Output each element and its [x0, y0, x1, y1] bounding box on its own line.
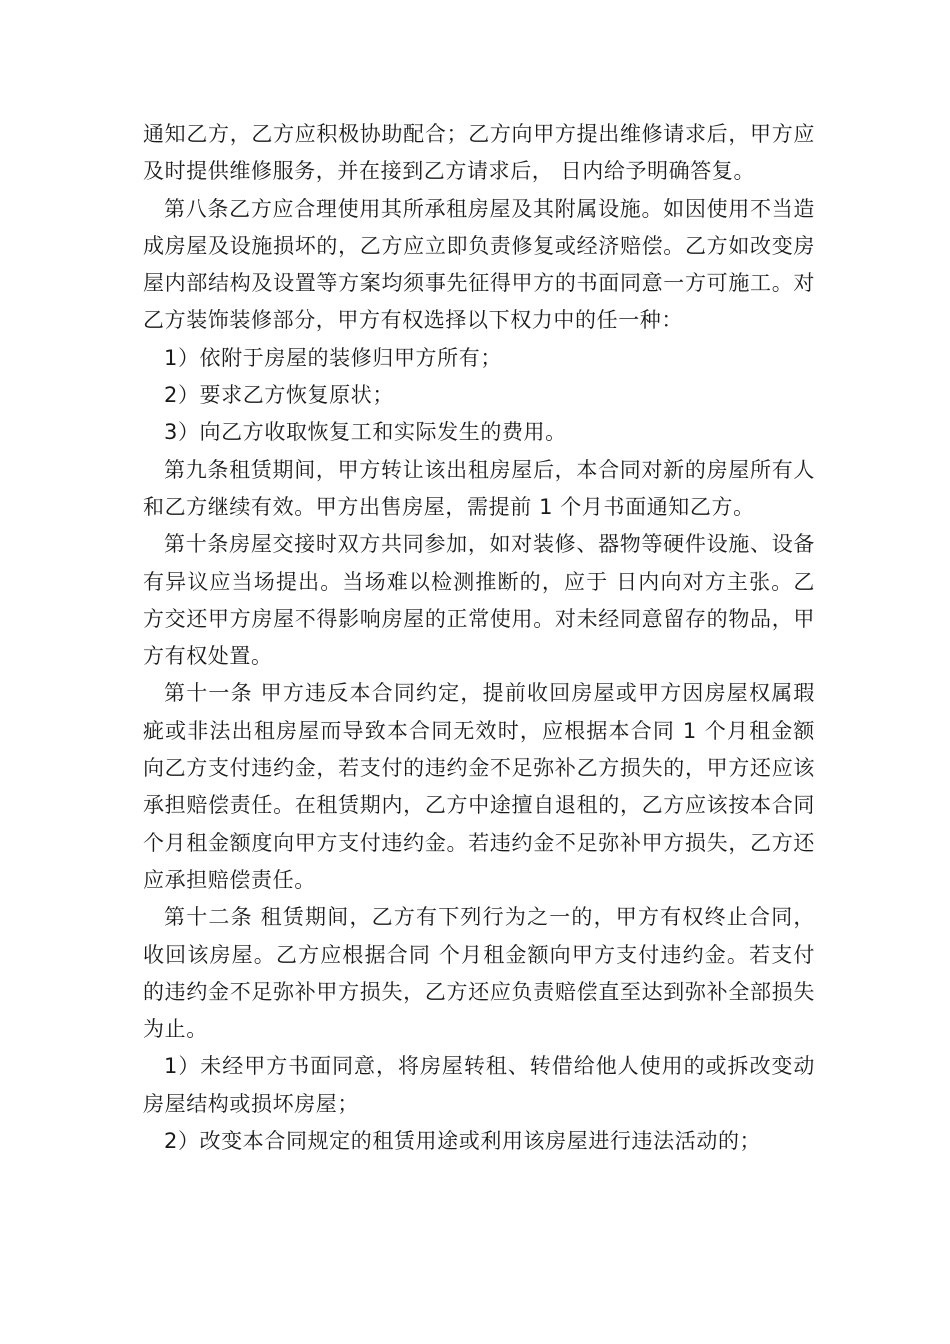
- paragraph-article-9: 第九条租赁期间，甲方转让该出租房屋后，本合同对新的房屋所有人和乙方继续有效。甲方出售房屋，需提前 1 个月书面通知乙方。: [143, 457, 815, 519]
- paragraph-article-12: 第十二条 租赁期间，乙方有下列行为之一的，甲方有权终止合同，收回该房屋。乙方应根据合同 个月租金额向甲方支付违约金。若支付的违约金不足弥补甲方损失，乙方还应负责赔偿直至达到弥补全部损失为止。: [143, 905, 815, 1042]
- list-item-article-12-2: 2）改变本合同规定的租赁用途或利用该房屋进行违法活动的；: [164, 1129, 762, 1154]
- paragraph-article-8: 第八条乙方应合理使用其所承租房屋及其附属设施。如因使用不当造成房屋及设施损坏的，乙方应立即负责修复或经济赔偿。乙方如改变房屋内部结构及设置等方案均须事先征得甲方的书面同意一方可施工。对乙方装饰装修部分，甲方有权选择以下权力中的任一种：: [143, 196, 815, 333]
- contract-body: [143, 116, 815, 1160]
- list-item-article-8-2: 2）要求乙方恢复原状；: [164, 383, 394, 408]
- paragraph-article-10: 第十条房屋交接时双方共同参加，如对装修、器物等硬件设施、设备有异议应当场提出。当场难以检测推断的，应于 日内向对方主张。乙方交还甲方房屋不得影响房屋的正常使用。对未经同意留存的物品，甲方有权处置。: [143, 532, 815, 669]
- paragraph-article-11: 第十一条 甲方违反本合同约定，提前收回房屋或甲方因房屋权属瑕疵或非法出租房屋而导致本合同无效时，应根据本合同 1 个月租金额向乙方支付违约金，若支付的违约金不足弥补乙方损失的，甲方还应该承担赔偿责任。在租赁期内，乙方中途擅自退租的，乙方应该按本合同 个月租金额度向甲方支付违约金。若违约金不足弥补甲方损失，乙方还应承担赔偿责任。: [143, 681, 815, 892]
- list-item-article-12-1: 1）未经甲方书面同意，将房屋转租、转借给他人使用的或拆改变动房屋结构或损坏房屋；: [143, 1054, 815, 1116]
- list-item-article-8-1: 1）依附于房屋的装修归甲方所有；: [164, 345, 502, 370]
- paragraph-notify: 通知乙方，乙方应积极协助配合；乙方向甲方提出维修请求后，甲方应及时提供维修服务，并在接到乙方请求后， 日内给予明确答复。: [143, 122, 815, 184]
- list-item-article-8-3: 3）向乙方收取恢复工和实际发生的费用。: [164, 420, 567, 445]
